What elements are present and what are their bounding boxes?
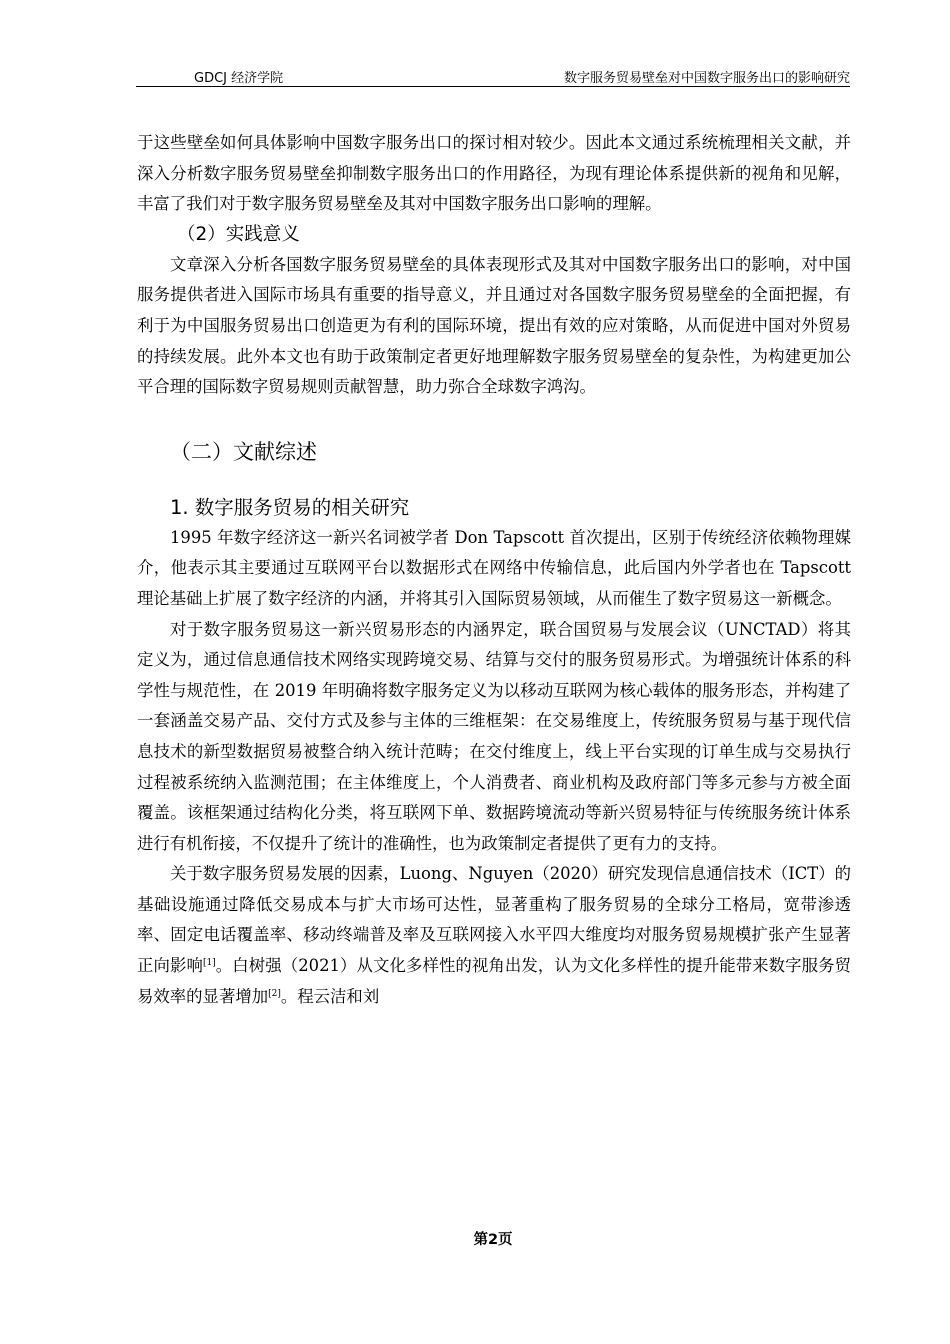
subheading-practical-significance: （2）实践意义	[177, 223, 300, 245]
page-body	[137, 128, 851, 1012]
factors-text-part2: 。白树强（2021）从文化多样性的视角出发，认为文化多样性的提升能带来数字服务贸易效率的显著增加	[137, 956, 852, 1006]
factors-text-part3: 。程云洁和刘	[280, 986, 380, 1006]
section-heading-literature-review: （二）文献综述	[170, 439, 317, 464]
paragraph-unctad-definition: 对于数字服务贸易这一新兴贸易形态的内涵界定，联合国贸易与发展会议（UNCTAD）将其定义为，通过信息通信技术网络实现跨境交易、结算与交付的服务贸易形式。为增强统计体系的科学性与规范性，在 2019 年明确将数字服务定义为以移动互联网为核心载体的服务形态，并构建了一套涵盖交易产品、交付方式及参与主体的三维框架：在交易维度上，传统服务贸易与基于现代信息技术的新型数据贸易被整合纳入统计范畴；在交付维度上，线上平台实现的订单生成与交易执行过程被系统纳入监测范围；在主体维度上，个人消费者、商业机构及政府部门等多元参与方被全面覆盖。该框架通过结构化分类，将互联网下单、数据跨境流动等新兴贸易特征与传统服务统计体系进行有机衔接，不仅提升了统计的准确性，也为政策制定者提供了更有力的支持。	[137, 619, 851, 853]
paragraph-intro-continued: 于这些壁垒如何具体影响中国数字服务出口的探讨相对较少。因此本文通过系统梳理相关文献，并深入分析数字服务贸易壁垒抑制数字服务出口的作用路径，为现有理论体系提供新的视角和见解，丰富了我们对于数字服务贸易壁垒及其对中国数字服务出口影响的理解。	[137, 133, 851, 214]
citation-1: [1]	[202, 958, 216, 969]
citation-2: [2]	[268, 988, 281, 999]
header-institution: GDCJ 经济学院	[194, 71, 284, 86]
page-number: 第2页	[473, 1232, 513, 1248]
paragraph-1995-digital-economy: 1995 年数字经济这一新兴名词被学者 Don Tapscott 首次提出，区别于传统经济依赖物理媒介，他表示其主要通过互联网平台以数据形式在网络中传输信息，此后国内外学者也在 Tapscott 理论基础上扩展了数字经济的内涵，并将其引入国际贸易领域，从而催生了数字贸易这一新概念。	[137, 527, 851, 608]
page-header	[136, 66, 850, 87]
factors-text-part1: 关于数字服务贸易发展的因素，Luong、Nguyen（2020）研究发现信息通信技术（ICT）的基础设施通过降低交易成本与扩大市场可达性，显著重构了服务贸易的全球分工格局，宽带渗透率、固定电话覆盖率、移动终端普及率及互联网接入水平四大维度均对服务贸易规模扩张产生显著正向影响	[137, 864, 851, 976]
subsection-heading-digital-services-trade: 1. 数字服务贸易的相关研究	[170, 495, 410, 519]
paragraph-development-factors	[137, 859, 851, 1012]
paragraph-practical-significance: 文章深入分析各国数字服务贸易壁垒的具体表现形式及其对中国数字服务出口的影响，对中国服务提供者进入国际市场具有重要的指导意义，并且通过对各国数字服务贸易壁垒的全面把握，有利于为中国服务贸易出口创造更为有利的国际环境，提出有效的应对策略，从而促进中国对外贸易的持续发展。此外本文也有助于政策制定者更好地理解数字服务贸易壁垒的复杂性，为构建更加公平合理的国际数字贸易规则贡献智慧，助力弥合全球数字鸿沟。	[137, 254, 851, 397]
header-paper-title: 数字服务贸易壁垒对中国数字服务出口的影响研究	[563, 71, 850, 86]
